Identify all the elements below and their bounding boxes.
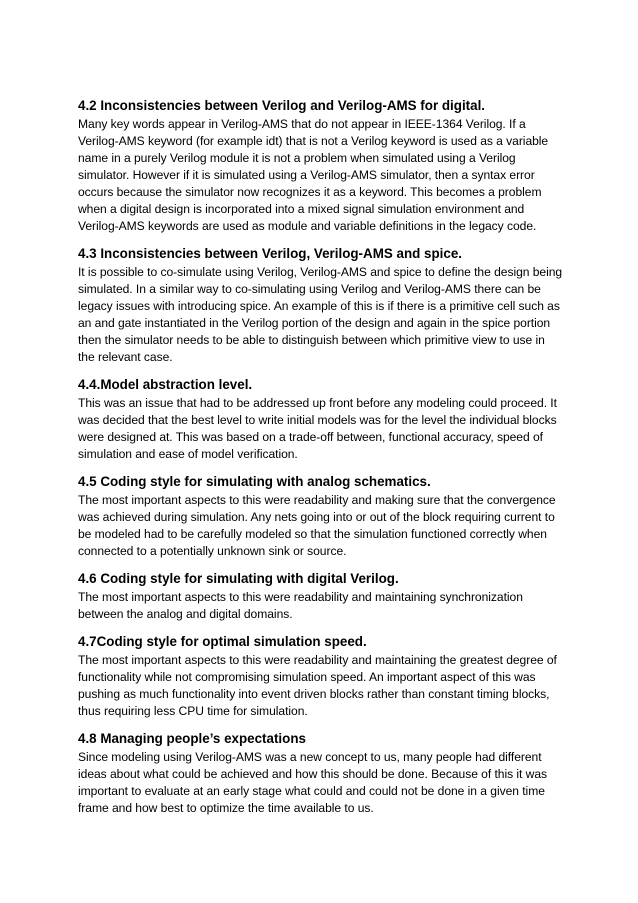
section-paragraph: Since modeling using Verilog-AMS was a new concept to us, many people had different ideas about what could be achieved and how this should be done. Because of this it was important to evaluate at an early stage what could and could not be done in a given time frame and how best to optimize the time available to us.: [78, 750, 548, 815]
section-heading: 4.6 Coding style for simulating with digital Verilog.: [78, 571, 399, 586]
section-heading: 4.5 Coding style for simulating with analog schematics.: [78, 474, 431, 489]
section-4-6: [78, 570, 564, 623]
section-heading: 4.7Coding style for optimal simulation speed.: [78, 634, 367, 649]
section-heading: 4.4.Model abstraction level.: [78, 377, 253, 392]
section-4-8: [78, 730, 564, 817]
section-paragraph: This was an issue that had to be addressed up front before any modeling could proceed. It was decided that the best level to write initial models was for the level the individual blocks were designed at. This was based on a trade-off between, functional accuracy, speed of simulation and ease of model verification.: [78, 396, 557, 461]
document-body: [78, 97, 564, 827]
section-heading: 4.2 Inconsistencies between Verilog and Verilog-AMS for digital.: [78, 98, 486, 113]
section-4-5: [78, 473, 564, 560]
section-paragraph: Many key words appear in Verilog-AMS that do not appear in IEEE-1364 Verilog. If a Verilog-AMS keyword (for example idt) that is not a Verilog keyword is used as a variable name in a purely Verilog module it is not a problem when simulated using a Verilog simulator. However if it is simulated using a Verilog-AMS simulator, then a syntax error occurs because the simulator now recognizes it as a keyword. This becomes a problem when a digital design is incorporated into a mixed signal simulation environment and Verilog-AMS keywords are used as module and variable definitions in the legacy code.: [78, 117, 549, 233]
section-heading: 4.8 Managing people’s expectations: [78, 731, 306, 746]
section-paragraph: The most important aspects to this were readability and making sure that the convergence was achieved during simulation. Any nets going into or out of the block requiring current to be modeled had to be carefully modeled so that the simulation functioned correctly when connected to a potentially unknown sink or source.: [78, 493, 556, 558]
section-paragraph: The most important aspects to this were readability and maintaining synchronization between the analog and digital domains.: [78, 590, 523, 621]
section-4-2: [78, 97, 564, 235]
section-paragraph: It is possible to co-simulate using Verilog, Verilog-AMS and spice to define the design being simulated. In a similar way to co-simulating using Verilog and Verilog-AMS there can be legacy issues with introducing spice. An example of this is if there is a primitive cell such as an and gate instantiated in the Verilog portion of the design and again in the spice portion then the simulator needs to be able to distinguish between which primitive view to use in the relevant case.: [78, 265, 563, 364]
section-heading: 4.3 Inconsistencies between Verilog, Verilog-AMS and spice.: [78, 246, 462, 261]
section-4-3: [78, 245, 564, 366]
section-4-4: [78, 376, 564, 463]
section-4-7: [78, 633, 564, 720]
section-paragraph: The most important aspects to this were readability and maintaining the greatest degree of functionality while not compromising simulation speed. An important aspect of this was pushing as much functionality into event driven blocks rather than constant timing blocks, thus requiring less CPU time for simulation.: [78, 653, 557, 718]
